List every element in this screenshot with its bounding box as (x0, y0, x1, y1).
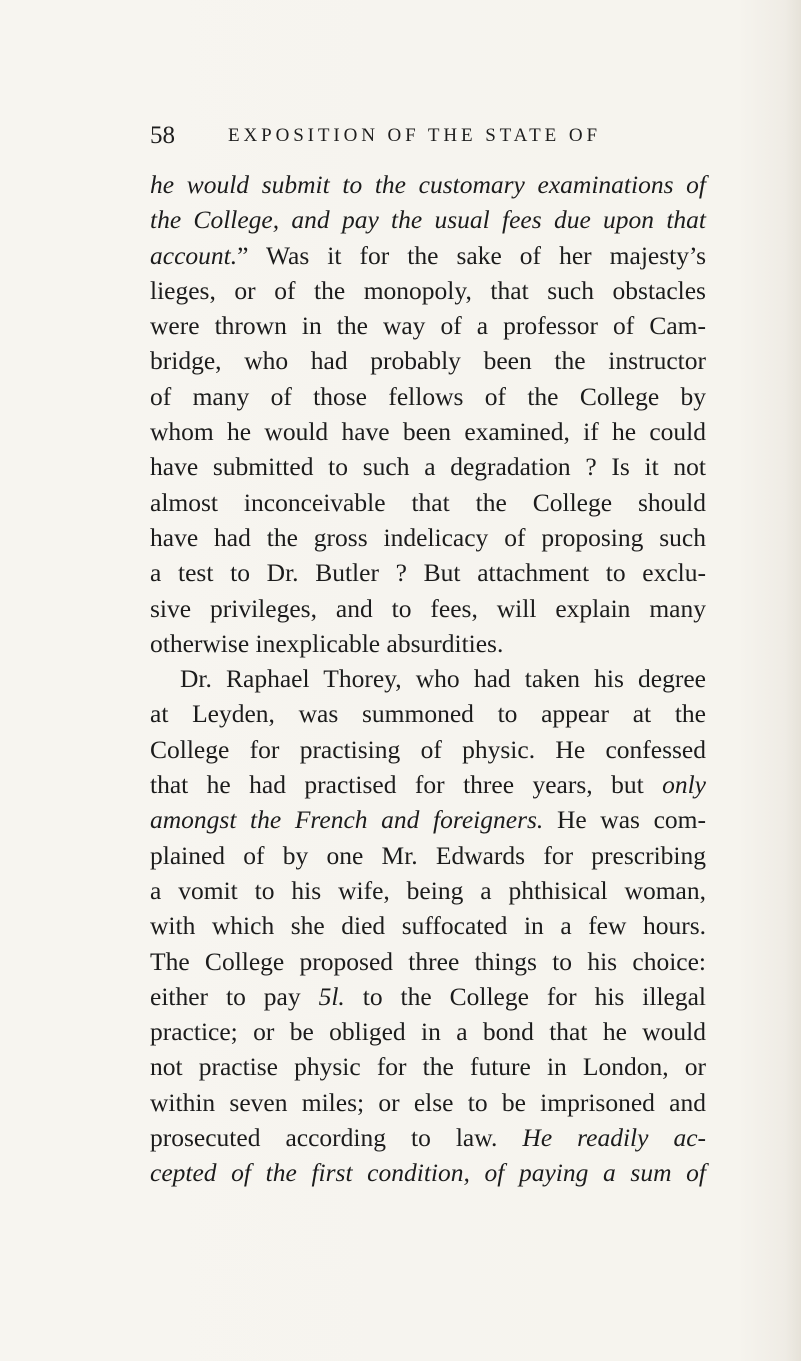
text-segment: to the College for his illegal (344, 981, 706, 1011)
text-line (150, 944, 706, 979)
text-segment: either to pay (150, 981, 319, 1011)
text-line (150, 661, 706, 696)
text-line (150, 308, 706, 343)
text-line (150, 838, 706, 873)
text-line (150, 167, 706, 202)
text-segment: have submitted to such a degradation ? Is it not (150, 452, 706, 482)
text-segment: within seven miles; or else to be imprisoned and (150, 1087, 706, 1117)
text-segment: practice; or be obliged in a bond that he would (150, 1017, 706, 1047)
text-line (150, 1085, 706, 1120)
text-line (150, 626, 706, 661)
text-line (150, 908, 706, 943)
text-line (150, 591, 706, 626)
text-segment: bridge, who had probably been the instructor (150, 346, 706, 376)
text-segment: of many of those fellows of the College by (150, 381, 706, 411)
italic-text-segment: amongst the French and foreigners. (150, 805, 544, 835)
text-segment: that he had practised for three years, but (150, 770, 663, 800)
text-line (150, 555, 706, 590)
text-segment: prosecuted according to law. (150, 1123, 523, 1153)
text-segment: with which she died suffocated in a few hours. (150, 911, 706, 941)
text-line (150, 802, 706, 837)
text-segment: whom he would have been examined, if he could (150, 417, 706, 447)
text-line (150, 873, 706, 908)
text-line (150, 343, 706, 378)
text-line (150, 485, 706, 520)
text-segment: The College proposed three things to his choice: (150, 946, 706, 976)
text-segment: College for practising of physic. He confessed (150, 734, 706, 764)
text-line (150, 520, 706, 555)
text-segment: a test to Dr. Butler ? But attachment to exclu- (150, 558, 706, 588)
text-segment: otherwise inexplicable absurdities. (150, 628, 504, 658)
text-line (150, 202, 706, 237)
text-segment: sive privileges, and to fees, will explain many (150, 593, 706, 623)
text-segment: at Leyden, was summoned to appear at the (150, 699, 706, 729)
text-line (150, 1014, 706, 1049)
text-segment: plained of by one Mr. Edwards for prescribing (150, 840, 706, 870)
running-head (150, 122, 710, 162)
italic-text-segment: cepted of the first condition, of paying a sum of (150, 1158, 706, 1188)
text-line (150, 414, 706, 449)
text-line (150, 238, 706, 273)
text-line (150, 767, 706, 802)
text-line (150, 1049, 706, 1084)
text-segment: have had the gross indelicacy of proposing such (150, 522, 706, 552)
text-segment: Dr. Raphael Thorey, who had taken his degree (180, 664, 706, 694)
body-text (150, 167, 706, 1191)
text-line (150, 1120, 706, 1155)
text-segment: not practise physic for the future in London, or (150, 1052, 706, 1082)
italic-text-segment: he would submit to the customary examinations of (150, 170, 706, 199)
text-line (150, 1155, 706, 1190)
text-segment: lieges, or of the monopoly, that such obstacles (150, 275, 706, 305)
italic-text-segment: account. (150, 240, 238, 270)
text-segment: almost inconceivable that the College should (150, 487, 706, 517)
running-head-title: EXPOSITION OF THE STATE OF (228, 125, 601, 146)
text-line (150, 979, 706, 1014)
text-line (150, 273, 706, 308)
page-number: 58 (150, 122, 175, 149)
text-segment: a vomit to his wife, being a phthisical woman, (150, 875, 706, 905)
text-line (150, 732, 706, 767)
text-segment: ” Was it for the sake of her majesty’s (237, 240, 706, 270)
italic-text-segment: the College, and pay the usual fees due upon that (150, 205, 706, 235)
text-segment: He was com- (543, 805, 706, 835)
text-line (150, 449, 706, 484)
text-line (150, 696, 706, 731)
italic-text-segment: He readily ac- (522, 1123, 707, 1153)
italic-text-segment: only (662, 770, 706, 800)
text-line (150, 379, 706, 414)
text-segment: were thrown in the way of a professor of Cam- (150, 311, 706, 341)
italic-text-segment: 5l. (318, 981, 345, 1011)
